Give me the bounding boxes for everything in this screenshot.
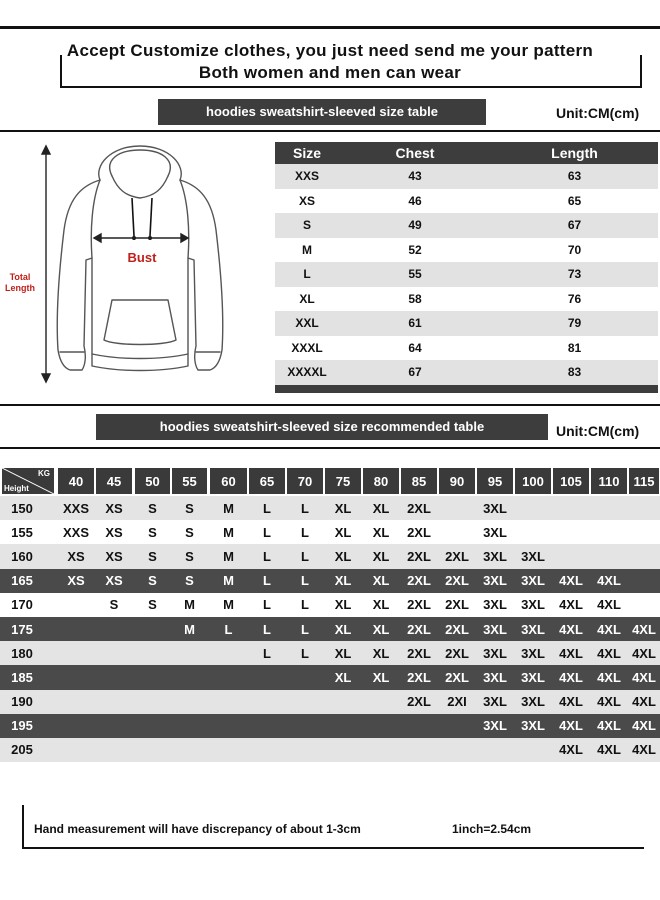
size-table-footer-bar [275, 385, 658, 393]
size-recommend-cell: XS [105, 548, 123, 564]
recommend-table-unit: Unit:CM(cm) [556, 423, 640, 439]
height-label: 195 [11, 718, 33, 734]
chest-cell: 64 [408, 340, 422, 355]
size-recommend-cell: 3XL [521, 621, 545, 637]
size-recommend-cell: S [148, 597, 157, 613]
size-recommend-cell: 4XL [559, 742, 583, 758]
size-recommend-cell: 3XL [521, 597, 545, 613]
recommend-row [0, 617, 660, 641]
weight-header: 90 [439, 468, 475, 494]
size-recommend-cell: L [263, 524, 271, 540]
height-label: 165 [11, 573, 33, 589]
size-recommend-cell: S [148, 500, 157, 516]
weight-header: 95 [477, 468, 513, 494]
size-recommend-cell: 4XL [597, 742, 621, 758]
size-recommend-cell: S [109, 597, 119, 613]
top-rule [0, 26, 660, 29]
recommend-row [0, 569, 660, 593]
header-line-1: Accept Customize clothes, you just need send me your pattern [66, 41, 594, 60]
corner-height: Height [4, 484, 29, 493]
size-recommend-cell: M [184, 621, 195, 637]
size-recommend-cell: XL [334, 645, 352, 661]
recommend-row [0, 714, 660, 738]
bust-label: Bust [127, 250, 157, 265]
size-recommend-cell: XL [334, 621, 352, 637]
weight-header: 40 [58, 468, 94, 494]
size-recommend-cell: M [223, 597, 234, 613]
chest-cell: 55 [408, 267, 422, 282]
size-recommend-cell: 3XL [483, 524, 507, 540]
size-recommend-cell: 4XL [559, 718, 583, 734]
size-recommend-cell: 3XL [483, 597, 507, 613]
size-recommend-cell: XL [372, 669, 390, 685]
size-recommend-cell: 4XL [597, 669, 621, 685]
size-recommend-cell: L [263, 500, 271, 516]
size-recommend-cell: 2XL [445, 548, 469, 564]
recommend-row [0, 690, 660, 714]
size-recommend-cell: 3XL [521, 573, 545, 589]
size-recommend-cell: XXS [62, 524, 89, 540]
weight-header: 70 [287, 468, 323, 494]
size-recommend-cell: XL [334, 500, 352, 516]
chest-cell: 58 [408, 291, 422, 306]
size-recommend-cell: 2XL [407, 669, 431, 685]
chest-cell: 61 [408, 316, 422, 331]
size-recommend-cell: 4XL [559, 621, 583, 637]
size-recommend-cell: L [263, 597, 271, 613]
size-recommend-cell: 3XL [521, 718, 545, 734]
length-cell: 83 [567, 365, 582, 380]
divider [0, 447, 660, 449]
size-table-unit: Unit:CM(cm) [556, 105, 640, 121]
size-table-title: hoodies sweatshirt-sleeved size table [158, 99, 486, 125]
recommend-header [0, 466, 660, 496]
size-recommend-cell: S [148, 548, 157, 564]
height-label: 150 [11, 500, 33, 516]
size-recommend-cell: L [263, 621, 271, 637]
recommend-row [0, 496, 660, 520]
divider [0, 130, 660, 132]
length-cell: 70 [567, 242, 582, 257]
size-recommend-cell: 4XL [597, 694, 621, 710]
length-cell: 65 [567, 193, 582, 208]
total-label: Total [9, 272, 31, 282]
length-label: Length [5, 283, 35, 293]
length-cell: 73 [567, 267, 582, 282]
size-recommend-cell: 3XL [483, 548, 507, 564]
size-row [275, 164, 658, 189]
size-recommend-cell: 4XL [597, 573, 621, 589]
size-recommend-cell: XL [334, 669, 352, 685]
chest-cell: 43 [408, 169, 422, 184]
length-cell: 76 [567, 291, 582, 306]
header-line-2: Both women and men can wear [198, 63, 462, 82]
size-recommend-cell: M [184, 597, 195, 613]
height-label: 205 [11, 742, 33, 758]
footer-inch: 1inch=2.54cm [452, 822, 532, 836]
col-length: Length [551, 145, 598, 161]
size-recommend-cell: 4XL [559, 669, 583, 685]
height-label: 190 [11, 694, 33, 710]
col-size: Size [292, 145, 321, 161]
size-cell: XXS [294, 169, 319, 184]
size-recommend-cell: S [185, 573, 194, 589]
size-recommend-cell: 4XL [632, 694, 656, 710]
length-cell: 67 [567, 218, 582, 233]
size-recommend-cell: 4XL [632, 742, 656, 758]
size-recommend-cell: L [301, 524, 309, 540]
size-cell: XXXXL [287, 365, 327, 380]
size-recommend-cell: XL [372, 500, 390, 516]
size-recommend-cell: 3XL [521, 645, 545, 661]
size-recommend-cell: L [301, 645, 309, 661]
size-recommend-cell: XL [334, 597, 352, 613]
size-recommend-cell: M [223, 548, 234, 564]
size-recommend-cell: 4XL [632, 621, 656, 637]
size-table [275, 142, 658, 393]
weight-header: 65 [249, 468, 285, 494]
size-row [275, 189, 658, 214]
size-recommend-cell: XS [105, 573, 123, 589]
size-recommend-cell: S [185, 548, 194, 564]
size-cell: XXL [295, 316, 319, 331]
size-recommend-cell: S [148, 573, 157, 589]
size-recommend-cell: 3XL [521, 669, 545, 685]
size-recommend-cell: L [301, 597, 309, 613]
size-recommend-cell: S [148, 524, 157, 540]
size-row [275, 287, 658, 312]
size-recommend-cell: 2XL [445, 669, 469, 685]
size-recommend-cell: M [223, 524, 234, 540]
size-recommend-cell: XS [105, 524, 123, 540]
size-recommend-cell: 4XL [597, 645, 621, 661]
size-recommend-cell: 2XL [445, 597, 469, 613]
weight-header: 75 [325, 468, 361, 494]
size-recommend-cell: S [185, 524, 194, 540]
size-recommend-cell: L [301, 548, 309, 564]
size-cell: M [302, 242, 312, 257]
size-recommend-cell: XL [334, 524, 352, 540]
size-cell: XS [298, 193, 315, 208]
size-recommend-cell: XXS [62, 500, 89, 516]
size-cell: XXXL [291, 340, 323, 355]
size-recommend-cell: 3XL [483, 694, 507, 710]
weight-header: 105 [553, 468, 589, 494]
height-label: 180 [11, 645, 33, 661]
size-recommend-cell: XL [372, 573, 390, 589]
size-recommend-cell: 3XL [483, 621, 507, 637]
chest-cell: 46 [408, 193, 422, 208]
chest-cell: 67 [408, 365, 422, 380]
recommend-row [0, 665, 660, 689]
divider [0, 404, 660, 406]
height-label: 155 [11, 524, 33, 540]
size-row [275, 360, 658, 385]
length-cell: 63 [567, 169, 582, 184]
height-label: 185 [11, 669, 33, 685]
size-recommend-cell: 2XL [407, 524, 431, 540]
weight-header: 110 [591, 468, 627, 494]
size-recommend-cell: XL [372, 621, 390, 637]
weight-header: 55 [172, 468, 207, 494]
size-recommend-cell: 4XL [559, 573, 583, 589]
size-recommend-cell: L [263, 573, 271, 589]
size-recommend-cell: 4XL [597, 597, 621, 613]
header-bracket [60, 55, 642, 88]
size-recommend-cell: 2XL [407, 597, 431, 613]
size-recommend-cell: 2XL [407, 694, 431, 710]
size-recommend-cell: L [301, 621, 309, 637]
size-recommend-cell: XL [334, 548, 352, 564]
size-recommend-cell: 4XL [597, 718, 621, 734]
corner-cell [2, 468, 54, 494]
size-recommend-cell: 4XL [632, 669, 656, 685]
size-recommend-cell: 3XL [521, 548, 545, 564]
height-label: 160 [11, 548, 33, 564]
size-recommend-cell: 3XL [483, 669, 507, 685]
size-recommend-cell: L [224, 621, 233, 637]
size-cell: XL [299, 291, 315, 306]
size-recommend-cell: S [185, 500, 194, 516]
size-recommend-cell: XL [372, 548, 390, 564]
size-recommend-cell: L [263, 645, 271, 661]
size-recommend-cell: M [223, 573, 234, 589]
size-recommend-cell: 3XL [483, 573, 507, 589]
size-recommend-cell: 2XL [407, 500, 431, 516]
recommend-table [0, 466, 660, 762]
height-label: 170 [11, 597, 33, 613]
col-chest: Chest [395, 145, 435, 161]
size-recommend-cell: 2XL [445, 621, 469, 637]
hoodie-diagram [0, 140, 270, 400]
weight-header: 50 [135, 468, 170, 494]
size-recommend-cell: XL [372, 524, 390, 540]
size-row [275, 311, 658, 336]
size-recommend-cell: XL [372, 645, 390, 661]
weight-header: 85 [401, 468, 437, 494]
recommend-row [0, 520, 660, 544]
footer-note: Hand measurement will have discrepancy of about 1-3cm [34, 822, 361, 836]
size-recommend-cell: 4XL [559, 645, 583, 661]
recommend-row [0, 738, 660, 762]
size-recommend-cell: 3XL [521, 694, 545, 710]
weight-header: 80 [363, 468, 399, 494]
size-recommend-cell: 3XL [483, 645, 507, 661]
size-recommend-cell: 4XL [632, 645, 656, 661]
size-recommend-cell: 3XL [483, 500, 507, 516]
size-recommend-cell: XS [67, 573, 85, 589]
size-recommend-cell: M [223, 500, 234, 516]
size-recommend-cell: 2XI [447, 694, 467, 710]
size-recommend-cell: 2XL [445, 645, 469, 661]
size-recommend-cell: 4XL [559, 694, 583, 710]
size-recommend-cell: 3XL [483, 718, 507, 734]
size-recommend-cell: XS [105, 500, 123, 516]
size-table-header [275, 142, 658, 164]
recommend-row [0, 593, 660, 617]
size-recommend-cell: 4XL [559, 597, 583, 613]
weight-header: 100 [515, 468, 551, 494]
height-label: 175 [11, 621, 33, 637]
chest-cell: 49 [408, 218, 422, 233]
size-recommend-cell: 2XL [407, 645, 431, 661]
weight-header: 45 [96, 468, 132, 494]
size-recommend-cell: L [301, 500, 309, 516]
size-recommend-cell: XL [372, 597, 390, 613]
size-row [275, 336, 658, 361]
size-recommend-cell: 2XL [407, 621, 431, 637]
size-recommend-cell: XS [67, 548, 85, 564]
size-row [275, 262, 658, 287]
recommend-table-title: hoodies sweatshirt-sleeved size recommended table [96, 414, 548, 440]
size-row [275, 238, 658, 263]
size-recommend-cell: L [263, 548, 271, 564]
weight-header: 115 [629, 468, 659, 494]
size-recommend-cell: 4XL [597, 621, 621, 637]
size-recommend-cell: 2XL [407, 548, 431, 564]
recommend-row [0, 544, 660, 568]
size-recommend-cell: L [301, 573, 309, 589]
chest-cell: 52 [408, 242, 422, 257]
length-cell: 79 [567, 316, 582, 331]
size-recommend-cell: 2XL [407, 573, 431, 589]
corner-kg: KG [38, 469, 50, 478]
recommend-row [0, 641, 660, 665]
size-recommend-cell: XL [334, 573, 352, 589]
size-cell: S [302, 218, 311, 233]
size-cell: L [303, 267, 311, 282]
length-cell: 81 [567, 340, 582, 355]
size-recommend-cell: 4XL [632, 718, 656, 734]
size-row [275, 213, 658, 238]
size-recommend-cell: 2XL [445, 573, 469, 589]
weight-header: 60 [210, 468, 247, 494]
